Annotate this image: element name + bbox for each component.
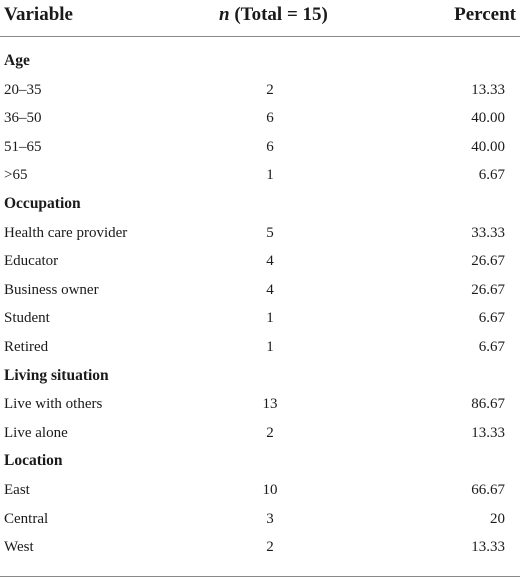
- n-cell: 6: [266, 110, 274, 127]
- percent-cell: 13.33: [471, 81, 505, 98]
- percent-cell: 26.67: [471, 253, 505, 270]
- percent-cell: 26.67: [471, 281, 505, 298]
- section-label: Living situation: [4, 366, 109, 384]
- table-row: [0, 304, 520, 333]
- table-row: [0, 104, 520, 133]
- n-cell: 1: [266, 167, 274, 184]
- table-row: [0, 247, 520, 276]
- percent-cell: 40.00: [471, 138, 505, 155]
- header-n-total: (Total = 15): [229, 4, 328, 25]
- section-header-row: [0, 362, 520, 391]
- variable-cell: Educator: [4, 253, 59, 270]
- section-label: Occupation: [4, 194, 81, 212]
- variable-cell: Live alone: [4, 424, 68, 441]
- n-cell: 5: [266, 224, 274, 241]
- section-header-row: [0, 47, 520, 76]
- table-row: [0, 76, 520, 105]
- variable-cell: 36–50: [4, 110, 42, 127]
- variable-cell: Business owner: [4, 281, 99, 298]
- table-row: [0, 133, 520, 162]
- table-row: [0, 533, 520, 562]
- n-cell: 1: [266, 338, 274, 355]
- table-row: [0, 276, 520, 305]
- table-row: [0, 161, 520, 190]
- n-cell: 2: [266, 81, 274, 98]
- variable-cell: Retired: [4, 338, 49, 355]
- table-row: [0, 390, 520, 419]
- section-header-row: [0, 190, 520, 219]
- n-cell: 13: [262, 396, 278, 413]
- percent-cell: 13.33: [471, 424, 505, 441]
- n-cell: 2: [266, 424, 274, 441]
- variable-cell: West: [4, 539, 34, 556]
- variable-cell: 51–65: [4, 138, 42, 155]
- percent-cell: 6.67: [478, 310, 505, 327]
- header-variable: Variable: [4, 4, 73, 25]
- variable-cell: Health care provider: [4, 224, 128, 241]
- n-cell: 4: [266, 253, 274, 270]
- table-row: [0, 219, 520, 248]
- table-body: [0, 47, 520, 562]
- n-cell: 3: [266, 510, 274, 527]
- variable-cell: >65: [4, 167, 28, 184]
- header-n-symbol: n: [219, 4, 230, 25]
- table-row: [0, 419, 520, 448]
- variable-cell: East: [4, 481, 30, 498]
- variable-cell: Student: [4, 310, 50, 327]
- n-cell: 6: [266, 138, 274, 155]
- variable-cell: Central: [4, 510, 49, 527]
- n-cell: 2: [266, 539, 274, 556]
- percent-cell: 66.67: [471, 481, 505, 498]
- n-cell: 4: [266, 281, 274, 298]
- table-row: [0, 333, 520, 362]
- section-header-row: [0, 447, 520, 476]
- bottom-rule: [0, 576, 520, 577]
- percent-cell: 6.67: [478, 338, 505, 355]
- header-percent: Percent: [454, 4, 516, 25]
- percent-cell: 13.33: [471, 539, 505, 556]
- header-n: [219, 3, 328, 27]
- percent-cell: 33.33: [471, 224, 505, 241]
- header-rule: [0, 36, 520, 37]
- table-row: [0, 476, 520, 505]
- table-header: [0, 0, 520, 38]
- n-cell: 10: [262, 481, 278, 498]
- n-cell: 1: [266, 310, 274, 327]
- variable-cell: 20–35: [4, 81, 42, 98]
- percent-cell: 6.67: [478, 167, 505, 184]
- variable-cell: Live with others: [4, 396, 103, 413]
- percent-cell: 20: [490, 510, 505, 527]
- section-label: Location: [4, 452, 63, 470]
- section-label: Age: [4, 52, 30, 69]
- table-row: [0, 505, 520, 534]
- percent-cell: 40.00: [471, 110, 505, 127]
- percent-cell: 86.67: [471, 396, 505, 413]
